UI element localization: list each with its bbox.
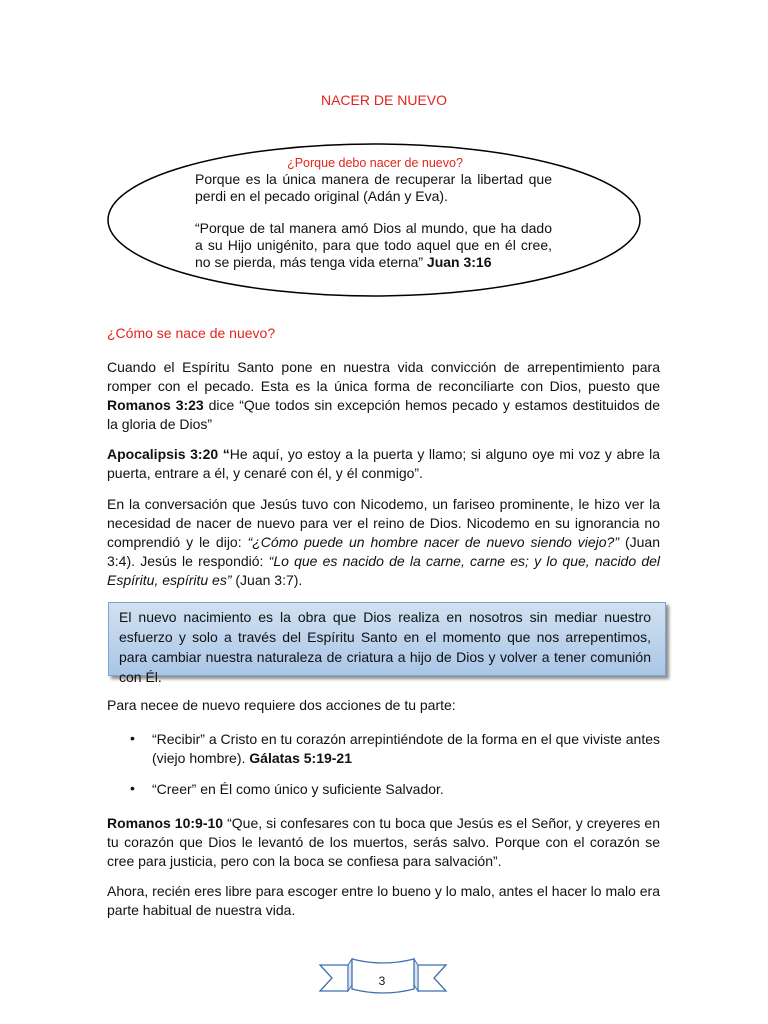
paragraph-2-reference: Apocalipsis 3:20 “	[107, 446, 230, 462]
bullet-item-2: “Creer” en Él como único y suficiente Salvador.	[152, 781, 444, 797]
paragraph-3-ref-1: (Juan 3:4). Jesús le respondió:	[107, 534, 660, 569]
paragraph-3-text: En la conversación que Jesús tuvo con Nicodemo, un fariseo prominente, le hizo ver la necesidad de nacer de nuevo para ver el reino de Dios. Nicodemo en su ignorancia no comprendió y le dijo:	[107, 496, 660, 550]
bullet-item-1	[152, 730, 660, 768]
bullet-item-1-text: “Recibir” a Cristo en tu corazón arrepintiéndote de la forma en el que viviste antes (viejo hombre).	[152, 731, 660, 766]
oval-paragraph-2	[195, 220, 552, 271]
oval-quote: “Porque de tal manera amó Dios al mundo, que ha dado a su Hijo unigénito, para que todo aquel que en él cree, no se pierda, más tenga vida eterna”	[195, 220, 552, 270]
paragraph-1-text-2: dice “Que todos sin excepción hemos pecado y estamos destituidos de la gloria de Dios”	[107, 397, 660, 432]
paragraph-4: Para necee de nuevo requiere dos acciones de tu parte:	[107, 697, 456, 713]
paragraph-3-quote-2: “Lo que es nacido de la carne, carne es; y lo que, nacido del Espíritu, espíritu es”	[107, 553, 661, 588]
paragraph-3-ref-2: (Juan 3:7).	[231, 572, 303, 588]
oval-paragraph-1: Porque es la única manera de recuperar la libertad que perdi en el pecado original (Adán y Eva).	[195, 171, 552, 204]
paragraph-3	[107, 495, 660, 590]
paragraph-1	[107, 358, 660, 434]
page-number: 3	[378, 974, 386, 988]
bullet-icon: •	[130, 730, 135, 746]
paragraph-2	[107, 445, 660, 483]
bullet-item-1-reference: Gálatas 5:19-21	[249, 750, 352, 766]
paragraph-6: Ahora, recién eres libre para escoger entre lo bueno y lo malo, antes el hacer lo malo era parte habitual de nuestra vida.	[107, 883, 660, 918]
callout-text: El nuevo nacimiento es la obra que Dios realiza en nosotros sin mediar nuestro esfuerzo y solo a través del Espíritu Santo en el momento que nos arrepentimos, para cambiar nuestra naturaleza de criatura a hijo de Dios y volver a tener comunión con Él.	[119, 609, 651, 685]
paragraph-5	[107, 814, 660, 871]
oval-question: ¿Porque debo nacer de nuevo?	[287, 156, 463, 170]
bullet-icon: •	[130, 780, 135, 796]
page-title: NACER DE NUEVO	[320, 92, 448, 108]
paragraph-1-reference: Romanos 3:23	[107, 397, 204, 413]
oval-reference: Juan 3:16	[426, 254, 492, 270]
paragraph-5-text: “Que, si confesares con tu boca que Jesús es el Señor, y creyeres en tu corazón que Dios le levantó de los muertos, serás salvo. Porque con el corazón se cree para justicia, pero con la boca se confiesa para salvación”.	[107, 815, 661, 869]
paragraph-5-reference: Romanos 10:9-10	[107, 815, 224, 831]
paragraph-3-quote-1: “¿Cómo puede un hombre nacer de nuevo siendo viejo?”	[247, 534, 620, 550]
callout-box	[108, 602, 666, 685]
paragraph-2-text: He aquí, yo estoy a la puerta y llamo; si alguno oye mi voz y abre la puerta, entrare a él, y cenaré con él, y él conmigo”.	[107, 446, 660, 481]
paragraph-1-text: Cuando el Espíritu Santo pone en nuestra vida convicción de arrepentimiento para romper con el pecado. Esta es la única forma de reconciliarte con Dios, puesto que	[107, 359, 660, 394]
section-heading: ¿Cómo se nace de nuevo?	[107, 325, 276, 341]
